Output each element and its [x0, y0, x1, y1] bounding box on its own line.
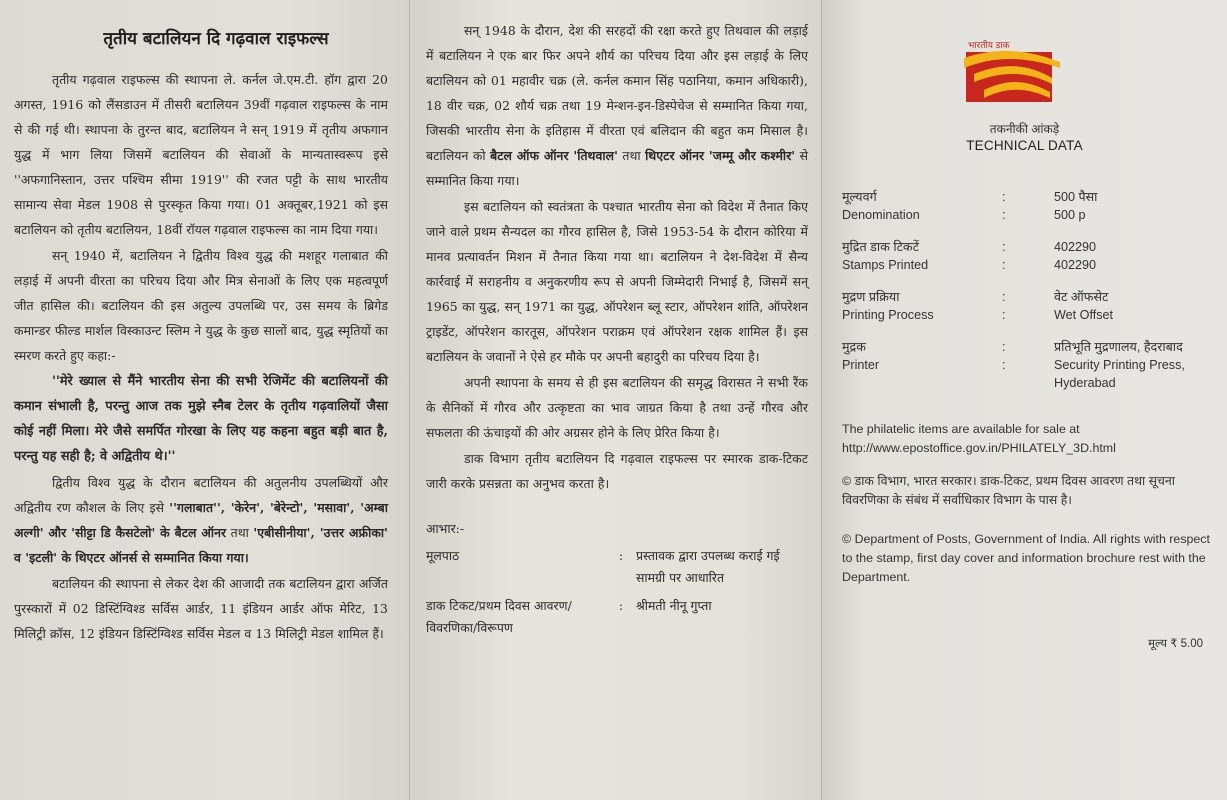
technical-data-title-hindi: तकनीकी आंकड़े — [989, 122, 1060, 136]
row-colon: : — [1002, 258, 1006, 272]
philatelic-sale-note: The philatelic items are available for sale at http://www.epostoffice.gov.in/PHILATELY_3D.html — [842, 422, 1116, 455]
row-label: Printer — [842, 358, 880, 372]
theatre-honour-jk: थिएटर ऑनर 'जम्मू और कश्मीर' — [645, 148, 796, 163]
data-row-printer — [842, 338, 1202, 392]
india-post-logo — [964, 38, 1064, 108]
row-value-hindi: प्रतिभूति मुद्रणालय, हैदराबाद — [1054, 340, 1183, 354]
row-value: Wet Offset — [1054, 308, 1114, 322]
row-label-hindi: मूल्यवर्ग — [842, 190, 877, 204]
data-row-printing-process — [842, 288, 1202, 324]
ack-row — [426, 592, 808, 642]
ack-row — [426, 542, 808, 592]
copyright-english: © Department of Posts, Government of India. All rights with respect to the stamp, first day cover and information brochure rest with the Department. — [842, 532, 1210, 584]
text-run: तथा — [226, 525, 254, 540]
technical-data-title: TECHNICAL DATA — [966, 138, 1083, 153]
history-paragraph-2: सन् 1940 में, बटालियन ने द्वितीय विश्व युद्ध की मशहूर गलाबात की लड़ाई में अपनी वीरता का परिचय दिया और मित्र सेनाओं के लिए एक महत्वपूर्ण जीत हासिल की। बटालियन की इस अतुल्य उपलब्धि पर, उस समय के ब्रिगेड कमान्डर फील्ड मार्शल विस्काउन्ट स्लिम ने युद्ध के कुछ सालों बाद, युद्ध स्मृतियों का स्मरण करते हुए कहा:- — [14, 248, 388, 363]
data-row-stamps-printed — [842, 238, 1202, 274]
logo-hindi-text: भारतीय डाक — [968, 40, 1010, 50]
history-paragraph-5 — [426, 18, 808, 193]
history-paragraph-1: तृतीय गढ़वाल राइफल्स की स्थापना ले. कर्नल जे.एम.टी. हॉग द्वारा 20 अगस्त, 1916 को लैंसडाउन में तीसरी बटालियन 39वीं गढ़वाल राइफल्स के नाम से की गई थी। स्थापना के तुरन्त बाद, बटालियन ने सन् 1919 में तृतीय अफगान युद्ध में भाग लिया जिसमें बटालियन की सेवाओं के मान्यतास्वरूप इसे ''अफगानिस्तान, उत्तर पश्चिम सीमा 1919'' की रजत पट्टी के साथ भारतीय सामान्य सेवा मेडल 1908 से पुरस्कृत किया गया। 01 अक्तूबर,1921 को इस बटालियन को तृतीय बटालियन, 18वीं रॉयल गढ़वाल राइफल्स का नाम दिया गया। — [14, 72, 388, 237]
data-row-denomination — [842, 188, 1202, 224]
theatre-honours: 'एबीसीनीया', 'उत्तर अफ्रीका' व 'इटली' के थिएटर ऑनर्स से सम्मानित किया गया। — [14, 525, 388, 565]
ack-value: श्रीमती नीनू गुप्ता — [636, 598, 712, 613]
page-title: तृतीय बटालियन दि गढ़वाल राइफल्स — [103, 29, 329, 49]
row-label: Stamps Printed — [842, 258, 929, 272]
row-value: 402290 — [1054, 258, 1097, 272]
logo-english-text: India Post — [1020, 96, 1049, 104]
row-colon: : — [1002, 190, 1006, 204]
row-colon: : — [1002, 308, 1006, 322]
ack-value: प्रस्तावक द्वारा उपलब्ध कराई गई सामग्री पर आधारित — [636, 548, 780, 585]
row-label-hindi: मुद्रित डाक टिकटें — [842, 240, 919, 254]
copyright-hindi: © डाक विभाग, भारत सरकार। डाक-टिकट, प्रथम दिवस आवरण तथा सूचना विवरणिका के संबंध में सर्वाधिकार विभाग के पास है। — [842, 474, 1175, 507]
row-colon: : — [1002, 208, 1006, 222]
left-panel — [0, 0, 410, 800]
battle-honours: ''गलाबात'', 'केरेन', 'बेरेन्टो', 'मसावा', 'अम्बा अल्गी' और 'सीट्टा डि कैसटेलो' के बैटल ऑनर — [14, 500, 389, 540]
ack-label: डाक टिकट/प्रथम दिवस आवरण/ विवरणिका/विरूपण — [426, 598, 572, 635]
right-panel — [822, 0, 1227, 800]
text-run: से सम्मानित किया गया। — [426, 148, 808, 188]
row-colon: : — [1002, 290, 1006, 304]
row-label: Printing Process — [842, 308, 934, 322]
technical-data-table — [842, 188, 1202, 406]
row-colon: : — [1002, 240, 1006, 254]
history-paragraph-4: बटालियन की स्थापना से लेकर देश की आजादी तक बटालियन द्वारा अर्जित पुरस्कारों में 02 डिस्टिंग्विश्ड सर्विस आर्डर, 11 इंडियन आर्डर ऑफ मेरिट, 13 मिलिट्री क्रॉस, 12 इंडियन डिस्टिंग्विश्ड सर्विस मेडल व 13 मिलिट्री मेडल शामिल हैं। — [14, 576, 388, 641]
row-colon: : — [1002, 358, 1006, 372]
middle-panel — [410, 0, 822, 800]
row-label-hindi: मुद्रक — [842, 340, 866, 354]
history-paragraph-7: अपनी स्थापना के समय से ही इस बटालियन की समृद्ध विरासत ने सभी रैंक के सैनिकों में गौरव और उत्कृष्टता का भाव जाग्रत किया है तथा उन्हें गौरव और सफलता की ऊंचाइयों की ओर अग्रसर होने के लिए प्रेरित किया है। — [426, 375, 808, 440]
row-value-hindi: 402290 — [1054, 240, 1097, 254]
row-value: 500 p — [1054, 208, 1086, 222]
ack-colon: : — [618, 598, 624, 613]
price-label: मूल्य ₹ 5.00 — [1148, 638, 1203, 650]
row-value-hindi: 500 पैसा — [1054, 190, 1098, 204]
ack-colon: : — [618, 548, 624, 563]
row-value: Security Printing Press, Hyderabad — [1054, 358, 1185, 390]
ack-label: मूलपाठ — [426, 548, 460, 563]
history-paragraph-3 — [14, 470, 388, 570]
history-paragraph-6: इस बटालियन को स्वतंत्रता के पश्चात भारतीय सेना को विदेश में तैनात किए जाने वाले प्रथम सैन्यदल का गौरव हासिल है, जिसे 1953-54 के दौरान कोरिया में मानव प्रत्यावर्तन मिशन में तैनात किया गया था। बटालियन ने देश-विदेश में सैन्य कार्रवाई में सराहनीय व अनुकरणीय रूप से अपनी जिम्मेदारी निभाई है, जिसमें सन् 1965 का युद्ध, सन् 1971 का युद्ध, ऑपरेशन ब्लू स्टार, ऑपरेशन शांति, ऑपरेशन ट्राइडेंट, ऑपरेशन कारतूस, ऑपरेशन पराक्रम एवं ऑपरेशन रक्षक शामिल हैं। इस बटालियन के जवानों ने ऐसे हर मौके पर अपनी बहादुरी का परिचय दिया है। — [426, 199, 808, 364]
battle-honour-tithwal: बैटल ऑफ ऑनर 'तिथवाल' — [490, 148, 618, 163]
acknowledgement-title: आभार:- — [426, 521, 465, 536]
row-colon: : — [1002, 340, 1006, 354]
slim-quote: ''मेरे ख्याल से मैंने भारतीय सेना की सभी रेजिमेंट की बटालियनों की कमान संभाली है, परन्तु आज तक मुझे स्नैब टेलर के तृतीय गढ़वालियों जैसा कोई नहीं मिला। मेरे जैसे समर्पित गोरखा के लिए यह कहना बहुत बड़ी बात है, परन्तु यह सही है; वे अद्वितीय थे।'' — [14, 374, 388, 464]
text-run: सन् 1948 के दौरान, देश की सरहदों की रक्षा करते हुए तिथवाल की लड़ाई में बटालियन ने एक बार फिर अपने शौर्य का परिचय दिया और इस लड़ाई के लिए बटालियन को 01 महावीर चक्र (ले. कर्नल कमान सिंह पठानिया, कमान अधिकारी), 18 वीर चक्र, 02 शौर्य चक्र तथा 19 मेन्शन-इन-डिस्पेचेज से सम्मानित किया गया, जिसकी भारतीय सेना के इतिहास में वीरता एवं बलिदान की बहुत कम मिसाल है। बटालियन को — [426, 23, 808, 163]
envelope-emblem-icon — [964, 48, 1064, 110]
text-run: द्वितीय विश्व युद्ध के दौरान बटालियन की अतुलनीय उपलब्धियों और अद्वितीय रण कौशल के लिए इसे — [14, 475, 388, 515]
text-run: तथा — [617, 148, 646, 163]
row-value-hindi: वेट ऑफसेट — [1054, 290, 1109, 304]
row-label-hindi: मुद्रण प्रक्रिया — [842, 290, 900, 304]
acknowledgement-table — [426, 542, 808, 642]
row-label: Denomination — [842, 208, 920, 222]
history-paragraph-8: डाक विभाग तृतीय बटालियन दि गढ़वाल राइफल्स पर स्मारक डाक-टिकट जारी करके प्रसन्नता का अनुभव करता है। — [426, 451, 808, 491]
